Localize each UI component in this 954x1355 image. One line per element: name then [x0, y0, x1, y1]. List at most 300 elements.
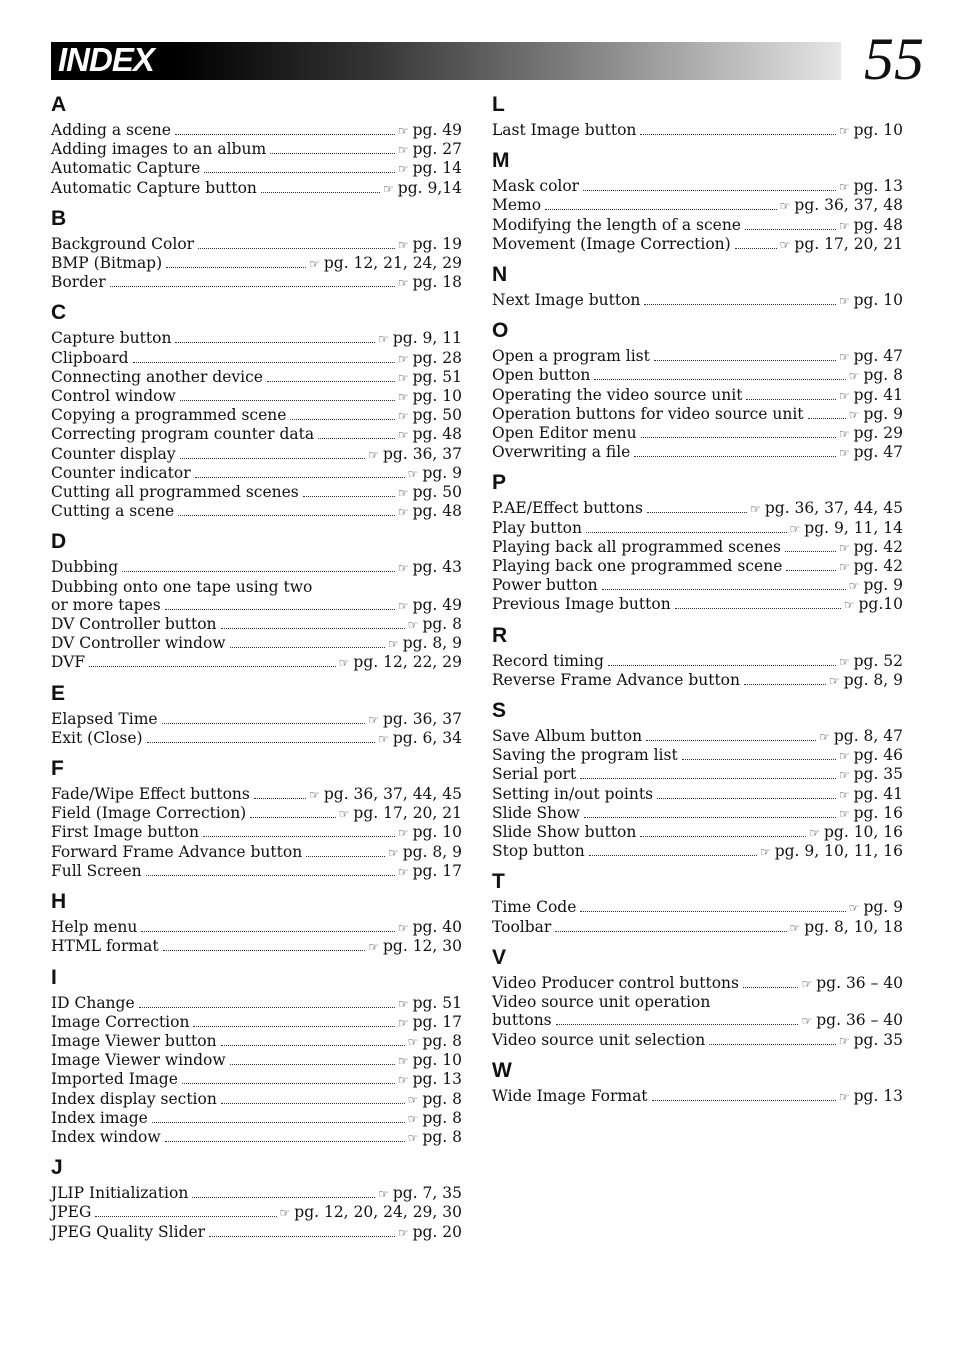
pointing-hand-icon: ☞: [397, 409, 409, 424]
index-entry-term: Playing back all programmed scenes: [492, 537, 781, 556]
dot-leader: [198, 247, 395, 249]
pointing-hand-icon: ☞: [828, 673, 840, 688]
index-entry: [492, 746, 903, 765]
index-entry-term: Image Viewer window: [51, 1051, 226, 1070]
pointing-hand-icon: ☞: [368, 447, 379, 462]
index-entry-term: Help menu: [51, 918, 138, 937]
page-reference: pg. 9: [422, 463, 462, 482]
index-entry: [492, 121, 903, 140]
index-entry-term: Overwriting a file: [492, 443, 631, 462]
index-entry: [492, 576, 903, 595]
dot-leader: [709, 1043, 836, 1045]
page-reference: pg. 36, 37, 44, 45: [323, 785, 462, 804]
dot-leader: [746, 398, 835, 400]
pointing-hand-icon: ☞: [383, 181, 394, 196]
page-reference: pg. 12, 21, 24, 29: [323, 254, 462, 273]
pointing-hand-icon: ☞: [838, 768, 850, 783]
index-entry-term: DV Controller button: [51, 615, 217, 634]
pointing-hand-icon: ☞: [397, 351, 409, 366]
index-entry-term: Field (Image Correction): [51, 804, 247, 823]
index-entry: [51, 596, 462, 615]
dot-leader: [652, 1099, 836, 1101]
index-entry: [51, 140, 462, 159]
index-entry-term: Cutting all programmed scenes: [51, 483, 299, 502]
index-section-f: [51, 758, 462, 881]
index-entry-term: Connecting another device: [51, 367, 263, 386]
page-reference: pg. 10: [853, 121, 903, 139]
page-reference: pg. 27: [412, 140, 462, 159]
index-entry: [51, 1013, 462, 1032]
pointing-hand-icon: ☞: [387, 637, 399, 652]
index-entry: [492, 177, 903, 196]
section-letter: R: [492, 623, 508, 647]
page-reference: pg. 10: [853, 291, 903, 310]
page-reference: pg. 50: [412, 406, 462, 425]
pointing-hand-icon: ☞: [397, 370, 409, 385]
index-entry-term: Modifying the length of a scene: [492, 215, 741, 234]
index-entry-term: Serial port: [492, 765, 577, 784]
page-reference: pg. 8, 9: [402, 634, 462, 653]
page-reference: pg. 47: [853, 443, 903, 462]
index-entry-term: Forward Frame Advance button: [51, 842, 303, 861]
dot-leader: [580, 910, 845, 912]
dot-leader: [306, 855, 385, 857]
pointing-hand-icon: ☞: [397, 1054, 409, 1069]
index-entry-term: Adding images to an album: [51, 140, 267, 159]
pointing-hand-icon: ☞: [397, 162, 409, 177]
index-entry: [51, 425, 462, 444]
pointing-hand-icon: ☞: [338, 807, 350, 822]
dot-leader: [594, 378, 845, 380]
dot-leader: [290, 418, 394, 420]
index-entry: [492, 443, 903, 462]
dot-leader: [175, 341, 375, 343]
pointing-hand-icon: ☞: [809, 826, 820, 841]
index-section-r: [492, 625, 903, 690]
page-reference: pg. 9: [863, 898, 903, 917]
page-number: 55: [864, 26, 924, 92]
page-reference: pg. 43: [412, 558, 462, 577]
pointing-hand-icon: ☞: [397, 921, 409, 936]
index-entry: [51, 179, 462, 198]
pointing-hand-icon: ☞: [838, 540, 850, 555]
pointing-hand-icon: ☞: [397, 996, 409, 1011]
index-entry-term: Open Editor menu: [492, 424, 637, 443]
dot-leader: [133, 361, 395, 363]
index-entry-term: Automatic Capture button: [51, 178, 257, 197]
pointing-hand-icon: ☞: [848, 369, 860, 384]
page-reference: pg. 8, 47: [833, 727, 903, 746]
index-entry: [51, 329, 462, 348]
index-entry-term: Copying a programmed scene: [51, 406, 287, 425]
section-letter: C: [51, 301, 67, 325]
dot-leader: [744, 683, 826, 685]
page-reference: pg. 28: [412, 348, 462, 367]
dot-leader: [654, 359, 836, 361]
index-entry-term: Video source unit selection: [492, 1030, 706, 1049]
index-entry: [51, 994, 462, 1013]
index-entry-term: Image Viewer button: [51, 1031, 217, 1050]
index-entry: [492, 918, 903, 937]
pointing-hand-icon: ☞: [838, 388, 850, 403]
index-entry-term: Counter display: [51, 444, 176, 463]
page-reference: pg. 17: [412, 861, 462, 880]
page-reference: pg. 41: [853, 385, 903, 404]
page-reference: pg. 48: [853, 215, 903, 234]
pointing-hand-icon: ☞: [397, 486, 409, 501]
dot-leader: [657, 797, 836, 799]
dot-leader: [146, 874, 395, 876]
index-section-p: [492, 472, 903, 614]
index-entry-term: Capture button: [51, 329, 172, 348]
pointing-hand-icon: ☞: [397, 1073, 409, 1088]
index-entry: [51, 159, 462, 178]
page-reference: pg. 51: [412, 367, 462, 386]
page-reference: pg. 46: [853, 746, 903, 765]
index-entry-term: Operation buttons for video source unit: [492, 404, 804, 423]
index-entry-term: DVF: [51, 653, 86, 672]
index-entry: [51, 273, 462, 292]
page-reference: pg. 36, 37: [383, 444, 462, 463]
pointing-hand-icon: ☞: [397, 124, 409, 138]
index-entry: [51, 483, 462, 502]
index-entry: [51, 445, 462, 464]
dot-leader: [641, 436, 836, 438]
dot-leader: [640, 835, 806, 837]
page-reference: pg. 36, 37: [383, 709, 462, 728]
index-entry-term: Wide Image Format: [492, 1086, 648, 1105]
page-reference: pg. 9,14: [397, 178, 462, 197]
index-entry-term: Movement (Image Correction): [492, 234, 731, 253]
dot-leader: [589, 854, 757, 856]
index-entry: [492, 216, 903, 235]
index-entry: [492, 785, 903, 804]
index-entry: [492, 898, 903, 917]
index-entry: [492, 595, 903, 614]
page-reference: pg. 12, 30: [383, 937, 462, 956]
dot-leader: [147, 741, 376, 743]
index-entry-term: Time Code: [492, 898, 577, 917]
pointing-hand-icon: ☞: [407, 466, 419, 481]
dot-leader: [193, 1025, 394, 1027]
page-title: INDEX: [58, 41, 154, 78]
index-section-o: [492, 320, 903, 462]
index-entry-term: Last Image button: [492, 121, 637, 139]
pointing-hand-icon: ☞: [407, 618, 419, 633]
dot-leader: [166, 266, 306, 268]
dot-leader: [682, 758, 836, 760]
dot-leader: [230, 1063, 395, 1065]
page-reference: pg. 8: [422, 1031, 462, 1050]
index-entry-term: Cutting a scene: [51, 502, 175, 521]
dot-leader: [110, 285, 395, 287]
index-entry: [51, 368, 462, 387]
pointing-hand-icon: ☞: [397, 505, 409, 520]
section-letter: S: [492, 699, 507, 723]
dot-leader: [675, 607, 841, 609]
pointing-hand-icon: ☞: [838, 560, 850, 575]
section-letter: T: [492, 870, 505, 894]
pointing-hand-icon: ☞: [838, 654, 850, 669]
index-entry-term: Mask color: [492, 177, 580, 196]
dot-leader: [95, 1215, 276, 1217]
dot-leader: [808, 417, 846, 419]
dot-leader: [141, 930, 394, 932]
index-entry: [492, 974, 903, 993]
index-entry-term: JPEG Quality Slider: [51, 1222, 206, 1241]
section-letter: H: [51, 890, 67, 914]
dot-leader: [209, 1235, 395, 1237]
page-reference: pg. 36 – 40: [816, 973, 903, 992]
index-entry: [492, 519, 903, 538]
pointing-hand-icon: ☞: [397, 143, 409, 158]
index-entry: [51, 937, 462, 956]
pointing-hand-icon: ☞: [838, 749, 850, 764]
page-reference: pg. 12, 22, 29: [353, 653, 462, 672]
index-entry: [51, 387, 462, 406]
pointing-hand-icon: ☞: [838, 1033, 850, 1048]
dot-leader: [586, 531, 787, 533]
page-reference: pg. 8: [863, 366, 903, 385]
section-letter: M: [492, 149, 510, 173]
pointing-hand-icon: ☞: [838, 294, 850, 309]
dot-leader: [221, 627, 405, 629]
index-entry: [51, 862, 462, 881]
index-entry: [492, 671, 903, 690]
index-entry-term: Power button: [492, 576, 598, 595]
index-entry: [51, 235, 462, 254]
index-entry-term: Clipboard: [51, 348, 129, 367]
page-reference: pg. 36 – 40: [816, 1011, 903, 1030]
page-reference: pg. 18: [412, 273, 462, 292]
index-entry: [492, 1011, 903, 1030]
dot-leader: [204, 171, 395, 173]
page-reference: pg. 8, 9: [843, 670, 903, 689]
index-column-right: [492, 94, 903, 1116]
index-entry: [492, 405, 903, 424]
index-entry-term: Slide Show button: [492, 823, 637, 842]
pointing-hand-icon: ☞: [838, 180, 850, 195]
dot-leader: [254, 797, 306, 799]
pointing-hand-icon: ☞: [838, 806, 850, 821]
page-reference: pg. 40: [412, 918, 462, 937]
index-entry-term: Save Album button: [492, 727, 643, 746]
page-reference: pg. 17: [412, 1012, 462, 1031]
dot-leader: [163, 949, 366, 951]
index-entry: [51, 918, 462, 937]
dot-leader: [122, 570, 395, 572]
index-section-s: [492, 700, 903, 861]
pointing-hand-icon: ☞: [759, 845, 771, 860]
section-letter: N: [492, 263, 508, 287]
page-reference: pg. 10, 16: [824, 823, 903, 842]
dot-leader: [178, 514, 395, 516]
index-section-w: [492, 1060, 903, 1106]
pointing-hand-icon: ☞: [309, 257, 320, 272]
index-section-e: [51, 683, 462, 748]
index-entry: [492, 1087, 903, 1106]
page-reference: pg. 9: [863, 404, 903, 423]
pointing-hand-icon: ☞: [397, 390, 409, 405]
index-entry-term: Exit (Close): [51, 728, 143, 747]
dot-leader: [583, 189, 836, 191]
pointing-hand-icon: ☞: [801, 976, 813, 991]
page-reference: pg. 48: [412, 425, 462, 444]
page-reference: pg. 52: [853, 651, 903, 670]
pointing-hand-icon: ☞: [848, 407, 860, 422]
pointing-hand-icon: ☞: [838, 427, 850, 442]
index-entry-term: Background Color: [51, 234, 195, 253]
page-reference: pg. 41: [853, 784, 903, 803]
dot-leader: [646, 739, 816, 741]
pointing-hand-icon: ☞: [838, 124, 850, 138]
index-entry: [51, 1223, 462, 1242]
dot-leader: [221, 1102, 405, 1104]
index-entry-term: Counter indicator: [51, 463, 191, 482]
pointing-hand-icon: ☞: [750, 502, 761, 517]
page-reference: pg. 29: [853, 424, 903, 443]
page-reference: pg. 14: [412, 159, 462, 178]
index-entry: [492, 424, 903, 443]
pointing-hand-icon: ☞: [838, 350, 850, 365]
dot-leader: [786, 569, 835, 571]
index-entry: [492, 347, 903, 366]
index-entry: [492, 538, 903, 557]
section-letter: E: [51, 681, 66, 705]
page-reference: pg. 36, 37, 48: [794, 196, 903, 215]
pointing-hand-icon: ☞: [848, 901, 860, 916]
page-reference: pg. 42: [853, 537, 903, 556]
index-section-d: [51, 531, 462, 672]
index-entry: [51, 823, 462, 842]
index-entry-term: ID Change: [51, 993, 135, 1012]
dot-leader: [165, 608, 395, 610]
page-reference: pg. 9, 11, 14: [804, 518, 903, 537]
page-reference: pg. 49: [412, 121, 462, 139]
index-entry: [51, 710, 462, 729]
index-section-v: [492, 947, 903, 1050]
index-entry: [51, 1051, 462, 1070]
page-reference: pg. 8: [422, 1089, 462, 1108]
index-entry-term: Previous Image button: [492, 595, 671, 614]
section-letter: P: [492, 471, 507, 495]
dot-leader: [261, 191, 380, 193]
pointing-hand-icon: ☞: [338, 656, 350, 671]
dot-leader: [545, 208, 777, 210]
index-entry-term: Automatic Capture: [51, 159, 201, 178]
index-section-n: [492, 264, 903, 310]
index-entry-term: Open button: [492, 366, 591, 385]
dot-leader: [602, 588, 846, 590]
page-reference: pg.10: [858, 595, 903, 614]
index-entry-term: Index window: [51, 1127, 161, 1146]
pointing-hand-icon: ☞: [789, 521, 801, 536]
dot-leader: [584, 816, 836, 818]
index-entry-term: Play button: [492, 518, 582, 537]
pointing-hand-icon: ☞: [779, 199, 791, 214]
dot-leader: [192, 1196, 375, 1198]
dot-leader: [608, 664, 836, 666]
pointing-hand-icon: ☞: [397, 276, 409, 291]
dot-leader: [556, 1023, 799, 1025]
page-reference: pg. 10: [412, 1051, 462, 1070]
dot-leader: [139, 1006, 395, 1008]
index-entry: [51, 729, 462, 748]
pointing-hand-icon: ☞: [378, 332, 389, 347]
index-entry-term: JLIP Initialization: [51, 1184, 189, 1203]
index-entry: [51, 464, 462, 483]
pointing-hand-icon: ☞: [397, 826, 409, 841]
index-entry: [51, 653, 462, 672]
page-reference: pg. 19: [412, 234, 462, 253]
pointing-hand-icon: ☞: [397, 1015, 409, 1030]
index-section-h: [51, 891, 462, 956]
index-entry-term: Setting in/out points: [492, 784, 654, 803]
index-entry: [51, 254, 462, 273]
index-entry-term: Video source unit operation: [492, 993, 711, 1012]
index-entry-term: Operating the video source unit: [492, 385, 743, 404]
page-reference: pg. 20: [412, 1222, 462, 1241]
dot-leader: [555, 930, 786, 932]
index-entry-term: Playing back one programmed scene: [492, 557, 783, 576]
dot-leader: [735, 247, 777, 249]
pointing-hand-icon: ☞: [397, 237, 409, 252]
index-entry-term: Toolbar: [492, 917, 552, 936]
dot-leader: [270, 152, 395, 154]
dot-leader: [318, 437, 395, 439]
index-entry: [51, 406, 462, 425]
section-letter: O: [492, 319, 509, 343]
page-reference: pg. 49: [412, 595, 462, 614]
index-entry: [492, 1031, 903, 1050]
pointing-hand-icon: ☞: [397, 864, 409, 879]
index-entry-term: Record timing: [492, 651, 604, 670]
pointing-hand-icon: ☞: [407, 1092, 419, 1107]
index-entry-term: Index image: [51, 1108, 148, 1127]
dot-leader: [745, 228, 836, 230]
index-entry-term: Reverse Frame Advance button: [492, 670, 740, 689]
pointing-hand-icon: ☞: [368, 712, 379, 727]
pointing-hand-icon: ☞: [397, 598, 409, 613]
index-entry: [51, 502, 462, 521]
index-entry-term: Imported Image: [51, 1070, 178, 1089]
index-entry-term: Next Image button: [492, 291, 641, 310]
dot-leader: [180, 457, 366, 459]
section-letter: D: [51, 530, 67, 554]
page-reference: pg. 51: [412, 993, 462, 1012]
pointing-hand-icon: ☞: [789, 920, 801, 935]
index-entry: [492, 386, 903, 405]
page-reference: pg. 10: [412, 387, 462, 406]
pointing-hand-icon: ☞: [801, 1014, 813, 1029]
index-entry-term: Video Producer control buttons: [492, 973, 739, 992]
index-entry-term: Index display section: [51, 1089, 217, 1108]
index-entry: [492, 235, 903, 254]
index-entry-term: Open a program list: [492, 347, 650, 366]
index-entry-term: HTML format: [51, 937, 159, 956]
index-entry-term: Adding a scene: [51, 121, 171, 139]
pointing-hand-icon: ☞: [378, 1187, 389, 1202]
index-section-a: [51, 94, 462, 198]
section-letter: J: [51, 1156, 63, 1180]
page-reference: pg. 42: [853, 557, 903, 576]
index-section-m: [492, 150, 903, 254]
index-column-left: [51, 94, 462, 1252]
index-entry: [492, 823, 903, 842]
page-reference: pg. 16: [853, 803, 903, 822]
index-entry-term: DV Controller window: [51, 634, 226, 653]
page-reference: pg. 8, 9: [402, 842, 462, 861]
